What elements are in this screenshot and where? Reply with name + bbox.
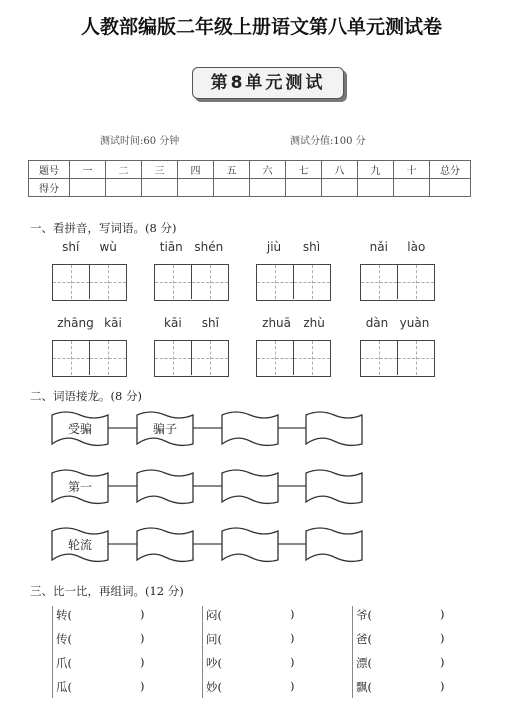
pinyin-syllable: zhuā: [262, 316, 292, 330]
closing-paren: ): [440, 607, 445, 621]
word-answer-blank[interactable]: [226, 655, 288, 671]
closing-paren: ): [290, 631, 295, 645]
pinyin-syllable: kāi: [104, 316, 122, 330]
section-3-title: 三、比一比，再组词。(12 分): [30, 584, 184, 598]
table-header-cell: 三: [142, 161, 178, 179]
table-header-cell: 一: [70, 161, 106, 179]
pinyin-syllable: dàn: [365, 316, 389, 330]
closing-paren: ): [440, 631, 445, 645]
word-answer-blank[interactable]: [376, 631, 438, 647]
pinyin-syllable: shén: [194, 240, 224, 254]
word-flag[interactable]: [222, 412, 278, 445]
table-header-cell: 七: [286, 161, 322, 179]
closing-paren: ): [290, 607, 295, 621]
test-time: 测试时间:60 分钟: [100, 136, 180, 147]
group-bracket: [352, 606, 353, 698]
word-answer-blank[interactable]: [76, 631, 138, 647]
compare-char: 飘(: [356, 680, 372, 694]
compare-char: 漂(: [356, 656, 372, 670]
section-2-title: 二、词语接龙。(8 分): [30, 389, 142, 403]
word-answer-blank[interactable]: [76, 679, 138, 695]
word-answer-blank[interactable]: [376, 655, 438, 671]
closing-paren: ): [440, 655, 445, 669]
word-flag[interactable]: [306, 412, 362, 445]
pinyin-syllable: lào: [407, 240, 426, 254]
word-answer-blank[interactable]: [376, 679, 438, 695]
pinyin-syllable: nǎi: [369, 240, 388, 254]
word-answer-blank[interactable]: [226, 631, 288, 647]
chain-word: 轮流: [67, 538, 92, 552]
compare-char: 吵(: [206, 656, 222, 670]
test-score: 测试分值:100 分: [290, 136, 366, 147]
compare-char: 妙(: [206, 680, 222, 694]
pinyin-syllable: jiù: [266, 240, 282, 254]
pinyin-syllable: shì: [302, 240, 321, 254]
group-bracket: [202, 606, 203, 698]
closing-paren: ): [140, 655, 145, 669]
table-row-label: 得分: [29, 179, 70, 197]
closing-paren: ): [140, 607, 145, 621]
unit-test-banner: 第8单元测试: [192, 67, 344, 99]
table-header-cell: 九: [358, 161, 394, 179]
compare-char: 闷(: [206, 608, 222, 622]
table-header-cell: 二: [106, 161, 142, 179]
word-answer-blank[interactable]: [376, 607, 438, 623]
closing-paren: ): [290, 679, 295, 693]
table-header-cell: 八: [322, 161, 358, 179]
chain-word: 受骗: [67, 422, 92, 436]
word-answer-blank[interactable]: [76, 607, 138, 623]
pinyin-syllable: kāi: [164, 316, 182, 330]
pinyin-syllable: shí: [62, 240, 80, 254]
table-header-cell: 十: [394, 161, 430, 179]
closing-paren: ): [140, 679, 145, 693]
pinyin-syllable: zhāng: [57, 316, 94, 330]
word-flag[interactable]: [306, 470, 362, 503]
table-header-cell: 总分: [430, 161, 471, 179]
compare-char: 转(: [56, 608, 72, 622]
compare-char: 爸(: [356, 632, 372, 646]
pinyin-syllable: shǐ: [201, 316, 219, 330]
compare-char: 瓜(: [56, 680, 72, 694]
closing-paren: ): [440, 679, 445, 693]
compare-char: 爷(: [356, 608, 372, 622]
table-header-cell: 四: [178, 161, 214, 179]
section-1-title: 一、看拼音，写词语。(8 分): [30, 221, 177, 235]
compare-char: 爪(: [56, 656, 72, 670]
pinyin-syllable: zhù: [303, 316, 325, 330]
word-answer-blank[interactable]: [226, 607, 288, 623]
compare-char: 问(: [206, 632, 222, 646]
word-flag[interactable]: [137, 470, 193, 503]
word-flag[interactable]: [222, 528, 278, 561]
chain-word: 第一: [67, 480, 92, 494]
chain-word: 骗子: [152, 422, 177, 436]
document-title: 人教部编版二年级上册语文第八单元测试卷: [80, 16, 442, 38]
pinyin-syllable: wù: [99, 240, 117, 254]
word-answer-blank[interactable]: [226, 679, 288, 695]
pinyin-syllable: yuàn: [399, 316, 430, 330]
table-header-cell: 五: [214, 161, 250, 179]
word-flag[interactable]: [306, 528, 362, 561]
table-header-cell: 题号: [29, 161, 70, 179]
pinyin-syllable: tiān: [159, 240, 183, 254]
word-flag[interactable]: [222, 470, 278, 503]
table-header-cell: 六: [250, 161, 286, 179]
closing-paren: ): [140, 631, 145, 645]
compare-char: 传(: [56, 632, 72, 646]
word-answer-blank[interactable]: [76, 655, 138, 671]
closing-paren: ): [290, 655, 295, 669]
word-flag[interactable]: [137, 528, 193, 561]
group-bracket: [52, 606, 53, 698]
